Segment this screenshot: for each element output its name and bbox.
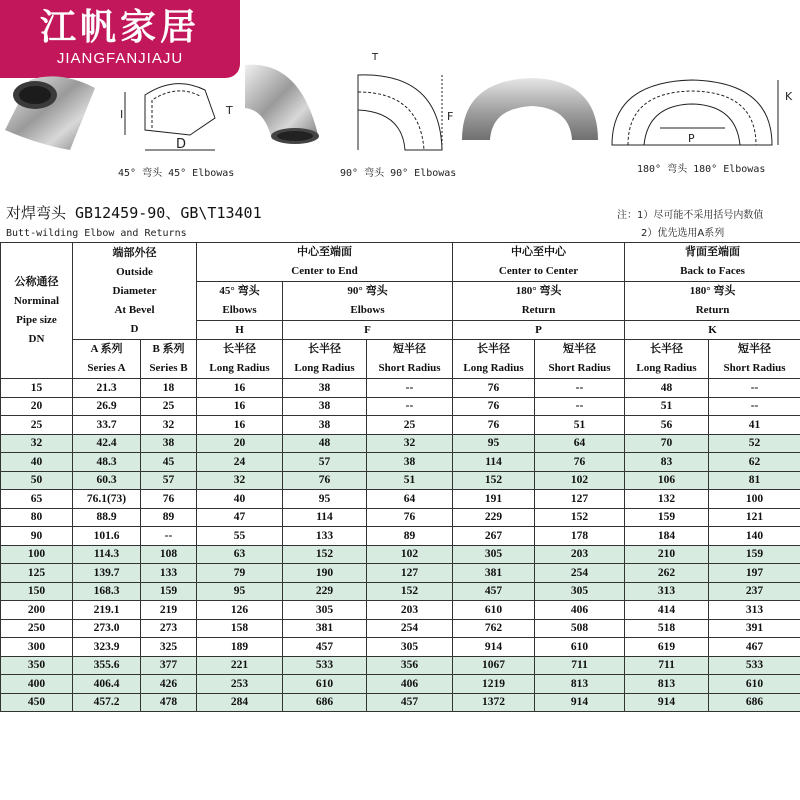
- cell-a: 48.3: [73, 453, 141, 472]
- cell-p-short: --: [535, 379, 625, 398]
- cell-b: 478: [141, 693, 197, 712]
- cell-k-short: 41: [709, 416, 800, 435]
- table-row: [1, 490, 800, 509]
- brand-name-cn: 江帆家居: [39, 7, 200, 48]
- cell-p-long: 381: [453, 564, 535, 583]
- cell-p-long: 76: [453, 416, 535, 435]
- elbow-180-drawing: [612, 80, 793, 145]
- header-outside-diameter: 端部外径 Outside Diameter At Bevel D: [73, 243, 197, 340]
- cell-b: 273: [141, 619, 197, 638]
- cell-h: 158: [197, 619, 283, 638]
- header-center-to-center: 中心至中心 Center to Center: [453, 243, 625, 282]
- cell-k-short: 140: [709, 527, 800, 546]
- table-row: [1, 545, 800, 564]
- cell-a: 60.3: [73, 471, 141, 490]
- elbow-45-drawing: [120, 84, 233, 152]
- table-row: [1, 656, 800, 675]
- cell-p-long: 305: [453, 545, 535, 564]
- cell-a: 219.1: [73, 601, 141, 620]
- cell-a: 88.9: [73, 508, 141, 527]
- cell-dn: 40: [1, 453, 73, 472]
- cell-f-long: 114: [283, 508, 367, 527]
- cell-k-long: 132: [625, 490, 709, 509]
- cell-k-short: 391: [709, 619, 800, 638]
- cell-h: 24: [197, 453, 283, 472]
- cell-f-short: 51: [367, 471, 453, 490]
- table-row: [1, 379, 800, 398]
- cell-p-short: 76: [535, 453, 625, 472]
- header-center-to-end: 中心至端面 Center to End: [197, 243, 453, 282]
- table-row: [1, 693, 800, 712]
- cell-p-short: 711: [535, 656, 625, 675]
- cell-p-short: 406: [535, 601, 625, 620]
- cell-f-long: 457: [283, 638, 367, 657]
- cell-h: 95: [197, 582, 283, 601]
- table-row: [1, 638, 800, 657]
- cell-dn: 150: [1, 582, 73, 601]
- cell-k-short: 533: [709, 656, 800, 675]
- cell-k-short: 81: [709, 471, 800, 490]
- cell-dn: 25: [1, 416, 73, 435]
- cell-h: 253: [197, 675, 283, 694]
- cell-f-short: 254: [367, 619, 453, 638]
- cell-k-short: 62: [709, 453, 800, 472]
- page-title: 对焊弯头 GB12459-90、GB\T13401: [6, 204, 262, 222]
- cell-f-long: 38: [283, 379, 367, 398]
- header-180-return-p: 180° 弯头 Return: [453, 282, 625, 321]
- caption-180: 180° 弯头 180° Elbowas: [637, 164, 766, 175]
- cell-a: 355.6: [73, 656, 141, 675]
- header-symbol-p: P: [453, 321, 625, 340]
- cell-p-short: 254: [535, 564, 625, 583]
- dim-T-label: T: [226, 104, 233, 117]
- cell-dn: 125: [1, 564, 73, 583]
- header-f-long-radius: 长半径 Long Radius: [283, 340, 367, 379]
- table-row: [1, 453, 800, 472]
- cell-f-long: 533: [283, 656, 367, 675]
- cell-f-long: 133: [283, 527, 367, 546]
- cell-a: 273.0: [73, 619, 141, 638]
- dim-F-label: F: [447, 110, 454, 123]
- cell-f-short: 203: [367, 601, 453, 620]
- cell-a: 457.2: [73, 693, 141, 712]
- cell-dn: 50: [1, 471, 73, 490]
- cell-k-short: --: [709, 379, 800, 398]
- table-row: [1, 527, 800, 546]
- cell-f-short: 76: [367, 508, 453, 527]
- elbow-180-photo: [462, 78, 598, 140]
- cell-h: 79: [197, 564, 283, 583]
- cell-f-short: 356: [367, 656, 453, 675]
- cell-a: 21.3: [73, 379, 141, 398]
- table-body: [1, 379, 800, 712]
- header-h-long-radius: 长半径 Long Radius: [197, 340, 283, 379]
- cell-f-long: 190: [283, 564, 367, 583]
- header-p-long-radius: 长半径 Long Radius: [453, 340, 535, 379]
- cell-p-long: 76: [453, 379, 535, 398]
- cell-f-long: 381: [283, 619, 367, 638]
- cell-h: 16: [197, 416, 283, 435]
- header-180-return-k: 180° 弯头 Return: [625, 282, 800, 321]
- cell-k-short: 686: [709, 693, 800, 712]
- cell-p-short: 203: [535, 545, 625, 564]
- cell-k-long: 51: [625, 397, 709, 416]
- cell-k-short: 313: [709, 601, 800, 620]
- cell-b: 89: [141, 508, 197, 527]
- cell-h: 47: [197, 508, 283, 527]
- cell-k-long: 210: [625, 545, 709, 564]
- cell-f-short: 89: [367, 527, 453, 546]
- cell-dn: 15: [1, 379, 73, 398]
- cell-h: 189: [197, 638, 283, 657]
- cell-p-long: 1219: [453, 675, 535, 694]
- cell-a: 76.1(73): [73, 490, 141, 509]
- table-row: [1, 397, 800, 416]
- cell-k-long: 70: [625, 434, 709, 453]
- cell-p-long: 457: [453, 582, 535, 601]
- cell-a: 33.7: [73, 416, 141, 435]
- cell-b: 426: [141, 675, 197, 694]
- table-row: [1, 434, 800, 453]
- dim-K-label: K: [785, 90, 793, 103]
- cell-b: 32: [141, 416, 197, 435]
- header-nominal: 公称通径 Norminal Pipe size DN: [1, 243, 73, 379]
- cell-f-long: 95: [283, 490, 367, 509]
- cell-p-long: 76: [453, 397, 535, 416]
- caption-90: 90° 弯头 90° Elbowas: [340, 168, 457, 179]
- cell-p-short: 51: [535, 416, 625, 435]
- cell-h: 32: [197, 471, 283, 490]
- cell-f-long: 305: [283, 601, 367, 620]
- table-row: [1, 601, 800, 620]
- header-f-short-radius: 短半径 Short Radius: [367, 340, 453, 379]
- caption-45: 45° 弯头 45° Elbowas: [118, 168, 235, 179]
- cell-k-short: --: [709, 397, 800, 416]
- cell-b: 159: [141, 582, 197, 601]
- cell-dn: 200: [1, 601, 73, 620]
- cell-h: 55: [197, 527, 283, 546]
- cell-b: --: [141, 527, 197, 546]
- cell-f-short: 406: [367, 675, 453, 694]
- cell-p-long: 1067: [453, 656, 535, 675]
- note-1: 注：1）尽可能不采用括号内数值: [617, 210, 764, 221]
- cell-dn: 100: [1, 545, 73, 564]
- cell-f-short: 38: [367, 453, 453, 472]
- cell-h: 221: [197, 656, 283, 675]
- cell-k-short: 610: [709, 675, 800, 694]
- cell-p-long: 762: [453, 619, 535, 638]
- elbow-90-photo: [245, 65, 319, 144]
- cell-dn: 250: [1, 619, 73, 638]
- cell-p-long: 152: [453, 471, 535, 490]
- cell-f-long: 76: [283, 471, 367, 490]
- cell-dn: 80: [1, 508, 73, 527]
- cell-k-short: 100: [709, 490, 800, 509]
- dim-I-label: I: [120, 108, 124, 121]
- cell-k-long: 813: [625, 675, 709, 694]
- cell-dn: 300: [1, 638, 73, 657]
- cell-b: 325: [141, 638, 197, 657]
- page-subtitle: Butt-wilding Elbow and Returns: [6, 228, 187, 239]
- cell-b: 45: [141, 453, 197, 472]
- cell-f-short: 102: [367, 545, 453, 564]
- cell-p-short: --: [535, 397, 625, 416]
- cell-b: 108: [141, 545, 197, 564]
- cell-f-long: 48: [283, 434, 367, 453]
- cell-p-short: 508: [535, 619, 625, 638]
- cell-k-short: 237: [709, 582, 800, 601]
- cell-k-long: 83: [625, 453, 709, 472]
- cell-p-short: 305: [535, 582, 625, 601]
- table-row: [1, 471, 800, 490]
- cell-f-long: 38: [283, 416, 367, 435]
- header-k-short-radius: 短半径 Short Radius: [709, 340, 800, 379]
- cell-h: 16: [197, 397, 283, 416]
- cell-k-long: 184: [625, 527, 709, 546]
- cell-k-short: 52: [709, 434, 800, 453]
- cell-b: 377: [141, 656, 197, 675]
- cell-p-short: 152: [535, 508, 625, 527]
- dim-P-label: P: [688, 132, 695, 145]
- elbow-45-photo: [5, 76, 95, 150]
- cell-k-long: 619: [625, 638, 709, 657]
- cell-a: 26.9: [73, 397, 141, 416]
- cell-h: 63: [197, 545, 283, 564]
- cell-a: 323.9: [73, 638, 141, 657]
- header-symbol-h: H: [197, 321, 283, 340]
- cell-k-long: 262: [625, 564, 709, 583]
- cell-k-long: 313: [625, 582, 709, 601]
- table-row: [1, 508, 800, 527]
- cell-k-long: 518: [625, 619, 709, 638]
- elbow-spec-table: [0, 242, 800, 712]
- cell-f-long: 152: [283, 545, 367, 564]
- cell-h: 16: [197, 379, 283, 398]
- cell-h: 40: [197, 490, 283, 509]
- brand-name-en: JIANGFANJIAJU: [56, 50, 184, 67]
- cell-p-short: 813: [535, 675, 625, 694]
- cell-k-short: 159: [709, 545, 800, 564]
- cell-k-long: 56: [625, 416, 709, 435]
- cell-a: 42.4: [73, 434, 141, 453]
- cell-h: 126: [197, 601, 283, 620]
- cell-p-short: 102: [535, 471, 625, 490]
- cell-k-long: 711: [625, 656, 709, 675]
- cell-a: 114.3: [73, 545, 141, 564]
- cell-f-short: --: [367, 379, 453, 398]
- note-2: 2）优先选用A系列: [641, 228, 725, 239]
- cell-f-long: 686: [283, 693, 367, 712]
- header-symbol-f: F: [283, 321, 453, 340]
- header-90-elbows: 90° 弯头 Elbows: [283, 282, 453, 321]
- cell-dn: 90: [1, 527, 73, 546]
- cell-p-long: 914: [453, 638, 535, 657]
- cell-dn: 32: [1, 434, 73, 453]
- cell-f-short: 305: [367, 638, 453, 657]
- cell-b: 38: [141, 434, 197, 453]
- header-p-short-radius: 短半径 Short Radius: [535, 340, 625, 379]
- cell-dn: 400: [1, 675, 73, 694]
- cell-f-short: 25: [367, 416, 453, 435]
- dim-T-label-90: T: [372, 52, 379, 63]
- cell-a: 101.6: [73, 527, 141, 546]
- cell-k-long: 914: [625, 693, 709, 712]
- header-series-b: B 系列 Series B: [141, 340, 197, 379]
- cell-f-short: --: [367, 397, 453, 416]
- dim-D-label: D: [176, 137, 187, 152]
- cell-h: 284: [197, 693, 283, 712]
- cell-f-short: 32: [367, 434, 453, 453]
- cell-a: 139.7: [73, 564, 141, 583]
- header-back-to-faces: 背面至端面 Back to Faces: [625, 243, 800, 282]
- header-k-long-radius: 长半径 Long Radius: [625, 340, 709, 379]
- cell-p-long: 1372: [453, 693, 535, 712]
- cell-k-long: 106: [625, 471, 709, 490]
- cell-h: 20: [197, 434, 283, 453]
- cell-k-long: 414: [625, 601, 709, 620]
- cell-f-short: 127: [367, 564, 453, 583]
- cell-f-short: 64: [367, 490, 453, 509]
- cell-b: 18: [141, 379, 197, 398]
- cell-b: 133: [141, 564, 197, 583]
- cell-p-long: 229: [453, 508, 535, 527]
- cell-b: 76: [141, 490, 197, 509]
- cell-a: 406.4: [73, 675, 141, 694]
- cell-k-long: 48: [625, 379, 709, 398]
- table-row: [1, 582, 800, 601]
- cell-f-short: 457: [367, 693, 453, 712]
- cell-f-long: 229: [283, 582, 367, 601]
- cell-p-short: 178: [535, 527, 625, 546]
- cell-dn: 20: [1, 397, 73, 416]
- cell-a: 168.3: [73, 582, 141, 601]
- cell-p-long: 191: [453, 490, 535, 509]
- cell-p-long: 610: [453, 601, 535, 620]
- elbow-90-drawing: [358, 52, 453, 150]
- cell-p-long: 114: [453, 453, 535, 472]
- cell-p-short: 610: [535, 638, 625, 657]
- table-row: [1, 675, 800, 694]
- cell-p-long: 267: [453, 527, 535, 546]
- cell-f-long: 57: [283, 453, 367, 472]
- elbow-illustrations: [0, 40, 800, 180]
- header-symbol-k: K: [625, 321, 800, 340]
- cell-b: 25: [141, 397, 197, 416]
- cell-b: 219: [141, 601, 197, 620]
- cell-k-short: 121: [709, 508, 800, 527]
- cell-f-long: 610: [283, 675, 367, 694]
- cell-p-short: 914: [535, 693, 625, 712]
- cell-p-short: 127: [535, 490, 625, 509]
- cell-p-short: 64: [535, 434, 625, 453]
- cell-k-short: 197: [709, 564, 800, 583]
- cell-p-long: 95: [453, 434, 535, 453]
- table-row: [1, 564, 800, 583]
- header-45-elbows: 45° 弯头 Elbows: [197, 282, 283, 321]
- cell-f-short: 152: [367, 582, 453, 601]
- cell-b: 57: [141, 471, 197, 490]
- table-row: [1, 416, 800, 435]
- cell-k-long: 159: [625, 508, 709, 527]
- table-row: [1, 619, 800, 638]
- cell-dn: 350: [1, 656, 73, 675]
- cell-dn: 65: [1, 490, 73, 509]
- header-series-a: A 系列 Series A: [73, 340, 141, 379]
- cell-f-long: 38: [283, 397, 367, 416]
- cell-dn: 450: [1, 693, 73, 712]
- cell-k-short: 467: [709, 638, 800, 657]
